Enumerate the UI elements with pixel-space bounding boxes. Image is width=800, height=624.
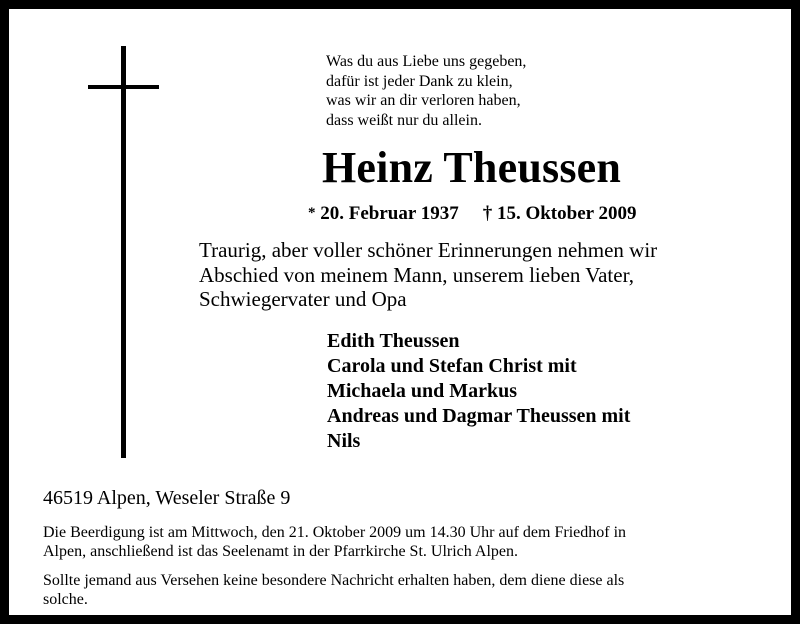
family-address: 46519 Alpen, Weseler Straße 9 [43, 487, 291, 509]
mourner-line: Andreas und Dagmar Theussen mit [327, 405, 631, 427]
memorial-poem [326, 52, 526, 130]
funeral-line: Die Beerdigung ist am Mittwoch, den 21. Oktober 2009 um 14.30 Uhr auf dem Friedhof in [43, 524, 627, 541]
farewell-line: Abschied von meinem Mann, unserem lieben Vater, [199, 262, 634, 287]
poem-line: Was du aus Liebe uns gegeben, [326, 53, 527, 70]
poem-line: dass weißt nur du allein. [326, 111, 482, 129]
farewell-text [199, 238, 657, 312]
mourners-list [327, 329, 630, 454]
mourner-line: Michaela und Markus [327, 380, 518, 402]
notice-line: Sollte jemand aus Versehen keine besondere Nachricht erhalten haben, dem diene diese als [43, 572, 625, 589]
mourner-line: Nils [327, 430, 361, 452]
notice-line: solche. [43, 591, 88, 608]
death-date: 15. Oktober 2009 [496, 203, 637, 224]
mourner-line: Edith Theussen [327, 330, 460, 352]
poem-line: was wir an dir verloren haben, [326, 92, 521, 109]
deceased-name: Heinz Theussen [322, 143, 622, 192]
notification-note [43, 571, 624, 609]
birth-star-icon: * [308, 205, 316, 221]
farewell-line: Traurig, aber voller schöner Erinnerungen nehmen wir [199, 238, 658, 262]
funeral-line: Alpen, anschließend ist das Seelenamt in der Pfarrkirche St. Ulrich Alpen. [43, 543, 518, 560]
life-dates [308, 201, 636, 226]
farewell-line: Schwiegervater und Opa [199, 287, 407, 311]
cross-vertical-bar [121, 46, 126, 458]
cross-horizontal-bar [88, 85, 159, 89]
funeral-info [43, 523, 626, 561]
death-dagger-icon: † [482, 203, 493, 224]
mourner-line: Carola und Stefan Christ mit [327, 355, 577, 377]
birth-date: 20. Februar 1937 [320, 203, 459, 224]
poem-line: dafür ist jeder Dank zu klein, [326, 72, 513, 90]
